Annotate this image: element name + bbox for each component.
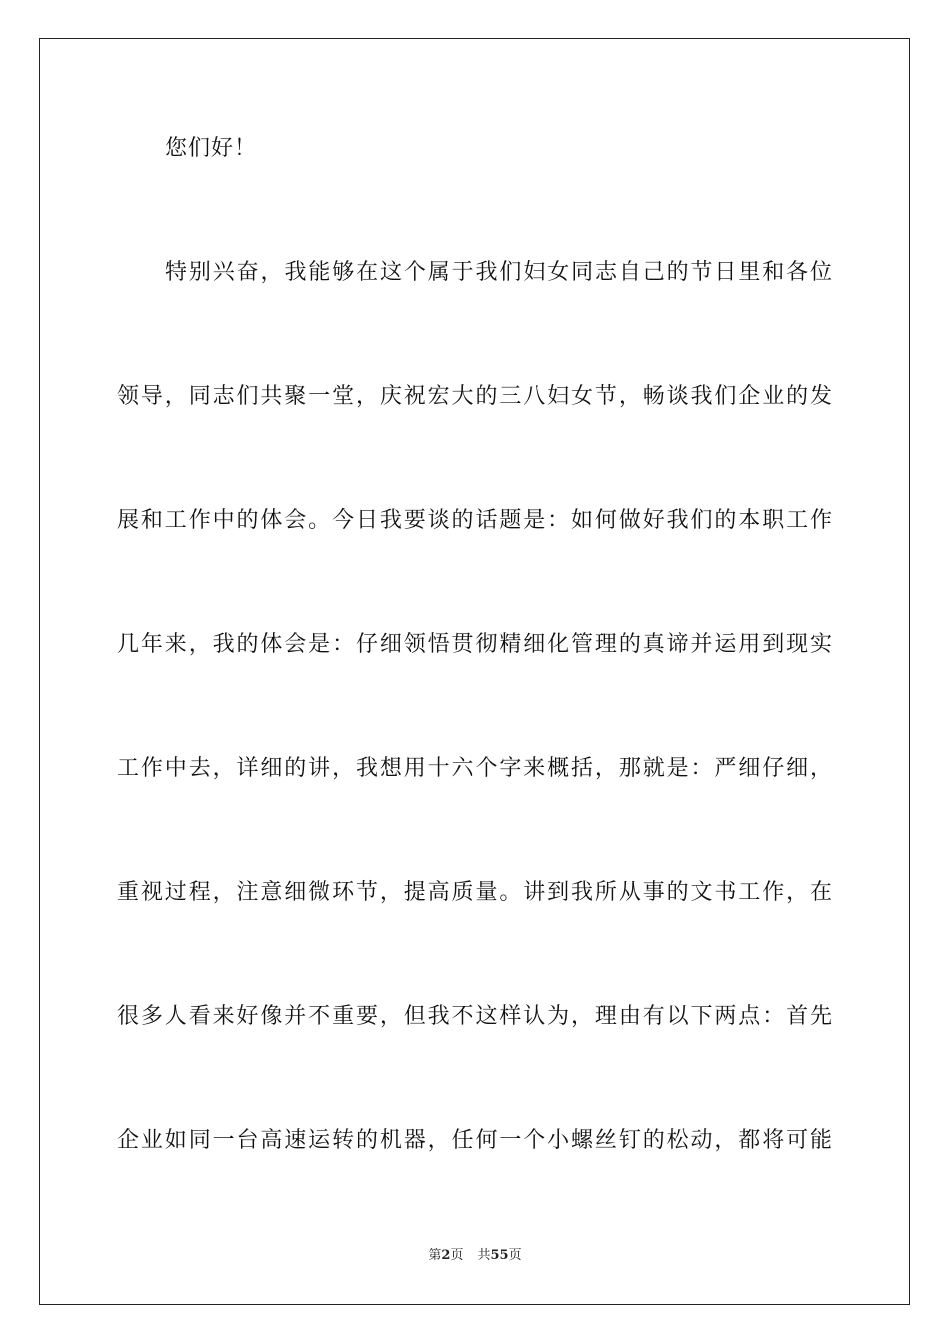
page-footer	[0, 1246, 950, 1266]
total-prefix: 共	[477, 1248, 491, 1263]
body-line-1: 特别兴奋，我能够在这个属于我们妇女同志自己的节日里和各位	[165, 260, 833, 285]
body-line-5: 工作中去，详细的讲，我想用十六个字来概括，那就是：严细仔细，	[117, 756, 833, 781]
body-line-8: 企业如同一台高速运转的机器，任何一个小螺丝钉的松动，都将可能	[117, 1128, 833, 1153]
body-line-2: 领导，同志们共聚一堂，庆祝宏大的三八妇女节，畅谈我们企业的发	[117, 384, 833, 409]
page-number: 2	[441, 1248, 451, 1263]
body-line-3: 展和工作中的体会。今日我要谈的话题是：如何做好我们的本职工作	[117, 508, 833, 533]
greeting-line: 您们好！	[165, 136, 258, 161]
page-border	[39, 38, 910, 1305]
page-prefix: 第	[428, 1248, 442, 1263]
body-line-6: 重视过程，注意细微环节，提高质量。讲到我所从事的文书工作，在	[117, 880, 833, 905]
total-pages: 55	[490, 1248, 509, 1263]
total-suffix: 页	[508, 1248, 522, 1263]
body-line-7: 很多人看来好像并不重要，但我不这样认为，理由有以下两点：首先	[117, 1004, 833, 1029]
body-line-4: 几年来，我的体会是：仔细领悟贯彻精细化管理的真谛并运用到现实	[117, 632, 833, 657]
page-suffix: 页	[450, 1248, 464, 1263]
